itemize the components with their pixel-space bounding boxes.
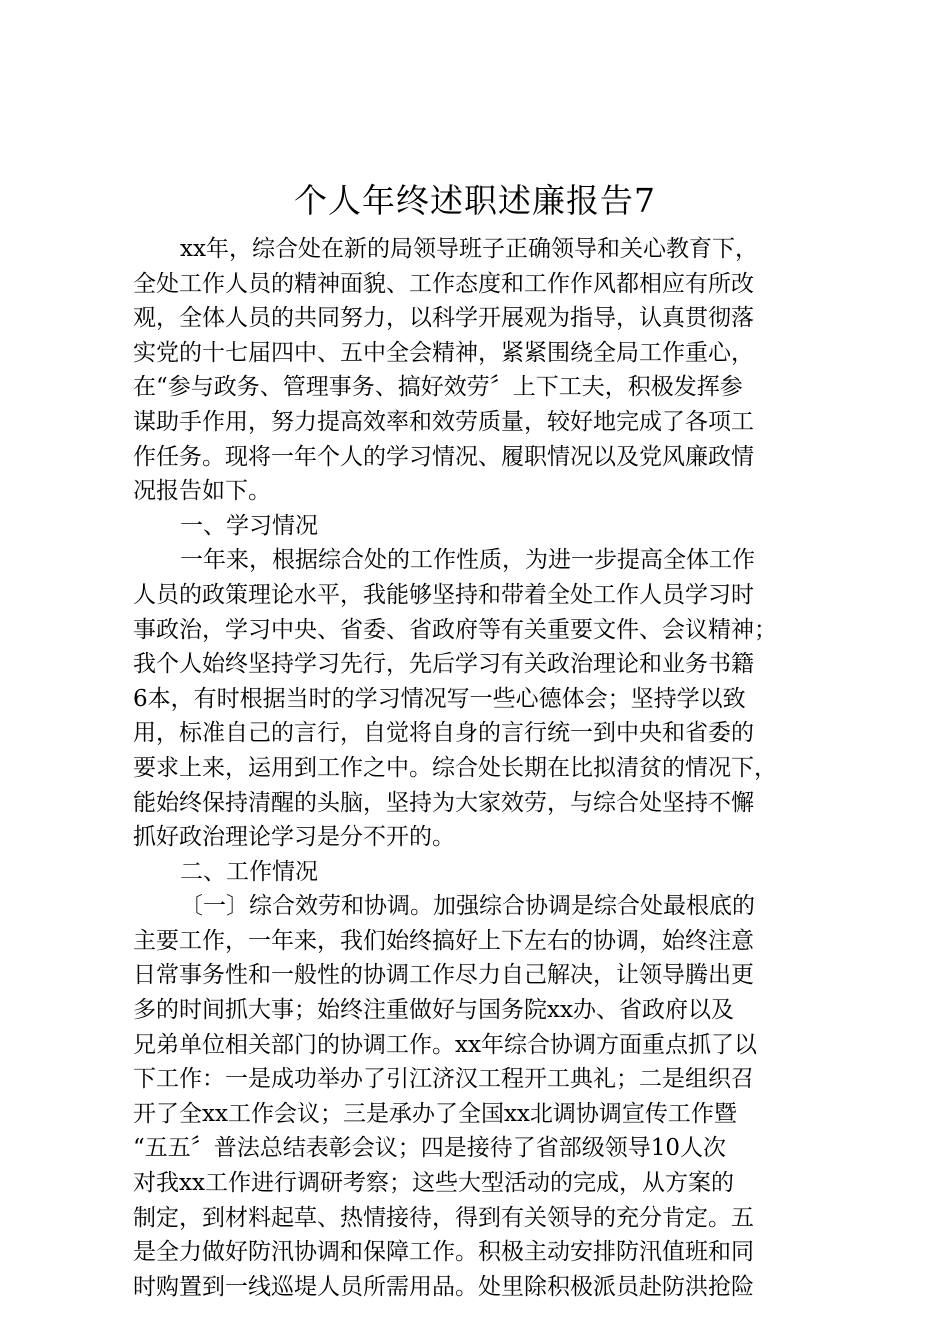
text-line: 多的时间抓大事；始终注重做好与国务院xx办、省政府以及 [133,997,734,1024]
text-line: 况报告如下。 [133,478,271,505]
text-line: 兄弟单位相关部门的协调工作。xx年综合协调方面重点抓了以 [133,1031,757,1058]
text-line: 下工作：一是成功举办了引江济汉工程开工典礼；二是组织召 [133,1066,754,1093]
text-line: 一、学习情况 [180,512,318,539]
text-line: 日常事务性和一般性的协调工作尽力自己解决，让领导腾出更 [133,962,754,989]
text-line: 对我xx工作进行调研考察；这些大型活动的完成，从方案的 [133,1170,734,1197]
text-line: 谋助手作用，努力提高效率和效劳质量，较好地完成了各项工 [133,408,754,435]
text-line: 主要工作，一年来，我们始终搞好上下左右的协调，始终注意 [133,927,754,954]
text-line: 要求上来，运用到工作之中。综合处长期在比拟清贫的情况下， [133,754,777,781]
document-body [133,232,833,1304]
document-title: 个人年终述职述廉报告7 [294,181,656,220]
text-line: 作任务。现将一年个人的学习情况、履职情况以及党风廉政情 [133,443,754,470]
text-line: xx年，综合处在新的局领导班子正确领导和关心教育下， [180,236,758,262]
text-line: 用，标准自己的言行，自觉将自身的言行统一到中央和省委的 [133,720,754,747]
text-line: 开了全xx工作会议；三是承办了全国xx北调协调宣传工作暨 [133,1100,737,1127]
text-line: 制定，到材料起草、热情接待，得到有关领导的充分肯定。五 [133,1204,754,1231]
text-line: 能始终保持清醒的头脑，坚持为大家效劳，与综合处坚持不懈 [133,789,754,816]
text-line: 抓好政治理论学习是分不开的。 [133,824,455,851]
text-line: 事政治，学习中央、省委、省政府等有关重要文件、会议精神； [133,616,777,643]
text-line: 二、工作情况 [180,858,318,885]
text-line: 是全力做好防汛协调和保障工作。积极主动安排防汛值班和同 [133,1239,754,1266]
text-line: 一年来，根据综合处的工作性质，为进一步提高全体工作 [180,547,755,574]
text-line: 我个人始终坚持学习先行，先后学习有关政治理论和业务书籍 [133,651,754,678]
text-line: “五五〞普法总结表彰会议；四是接待了省部级领导10人次 [133,1135,727,1162]
text-line: 〔一〕综合效劳和协调。加强综合协调是综合处最根底的 [180,893,755,920]
text-line: 全处工作人员的精神面貌、工作态度和工作作风都相应有所改 [133,270,754,297]
text-line: 观，全体人员的共同努力，以科学开展观为指导，认真贯彻落 [133,305,754,332]
text-line: 6本，有时根据当时的学习情况写一些心德体会；坚持学以致 [133,685,746,712]
text-line: 实党的十七届四中、五中全会精神，紧紧围绕全局工作重心， [133,339,754,366]
text-line: 时购置到一线巡堤人员所需用品。处里除积极派员赴防洪抢险 [133,1273,754,1300]
text-line: 在“参与政务、管理事务、搞好效劳〞上下工夫，积极发挥参 [133,374,743,401]
text-line: 人员的政策理论水平，我能够坚持和带着全处工作人员学习时 [133,581,754,608]
